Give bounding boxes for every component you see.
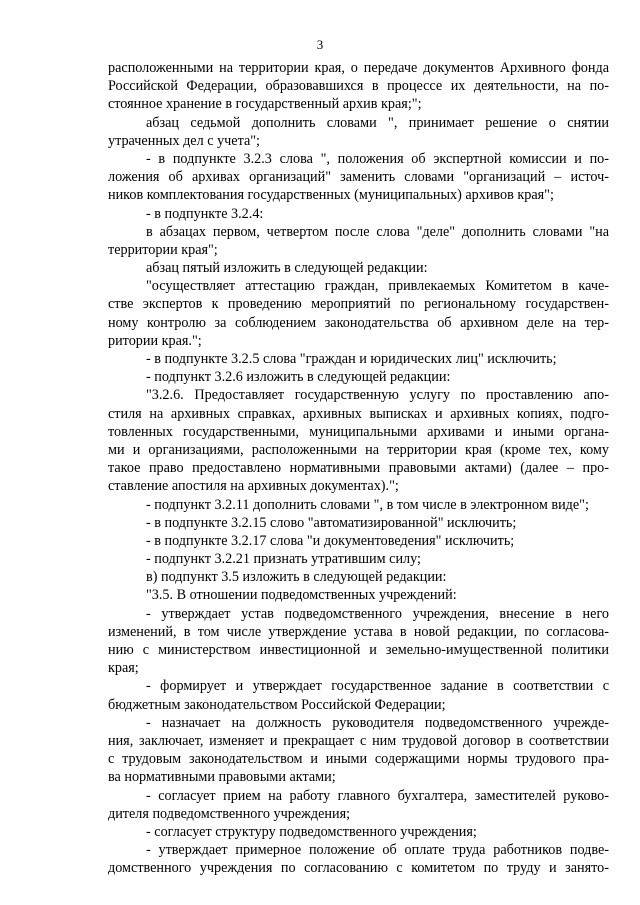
text-line: ному контролю за соблюдением законодательства об архивном деле на тер- <box>108 314 609 331</box>
text-line: - в подпункте 3.2.17 слова "и документоведения" исключить; <box>146 532 515 549</box>
text-line: стве экспертов к проведению мероприятий по региональному государствен- <box>108 296 609 313</box>
text-line: - согласует прием на работу главного бухгалтера, заместителей руково- <box>146 787 609 804</box>
text-line: территории края"; <box>108 241 218 258</box>
text-line: - подпункт 3.2.21 признать утратившим силу; <box>146 551 421 568</box>
text-line: стиля на архивных справках, архивных выписках и архивных копиях, подго- <box>108 405 609 422</box>
text-line: "3.2.6. Предоставляет государственную услугу по проставлению апо- <box>146 387 609 404</box>
text-line: - формирует и утверждает государственное задание в соответствии с <box>146 678 609 695</box>
text-line: изменений, в том числе утверждение устава в новой редакции, по согласова- <box>108 623 609 640</box>
text-line: ва нормативными правовыми актами; <box>108 769 336 786</box>
text-line: ставление апостиля на архивных документах)."; <box>108 478 399 495</box>
text-line: домственного учреждения по согласованию с комитетом по труду и занято- <box>108 860 609 877</box>
text-line: ми и организациями, расположенными на территории края (кроме тех, кому <box>108 441 609 458</box>
text-line: - в подпункте 3.2.5 слова "граждан и юридических лиц" исключить; <box>146 351 557 367</box>
text-line: - назначает на должность руководителя подведомственного учрежде- <box>146 714 609 731</box>
text-line: "3.5. В отношении подведомственных учреждений: <box>146 587 457 604</box>
text-line: - подпункт 3.2.11 дополнить словами ", в том числе в электронном виде"; <box>146 496 589 513</box>
text-line: стоянное хранение в государственный архив края;"; <box>108 96 422 113</box>
text-line: абзац пятый изложить в следующей редакции: <box>146 260 428 277</box>
text-line: нию с министерством инвестиционной и земельно-имущественной политики <box>108 642 609 658</box>
text-line: - согласует структуру подведомственного учреждения; <box>146 823 477 840</box>
text-line: расположенными на территории края, о передаче документов Архивного фонда <box>108 60 609 76</box>
text-line: ложения об архивах организаций" заменить словами "организаций – источ- <box>108 169 609 186</box>
text-line: ния, заключает, изменяет и прекращает с ним трудовой договор в соответствии <box>108 732 609 749</box>
text-line: - в подпункте 3.2.3 слова ", положения об экспертной комиссии и по- <box>146 150 609 167</box>
page-number: 3 <box>316 37 324 52</box>
text-line: в абзацах первом, четвертом после слова "деле" дополнить словами "на <box>146 223 609 240</box>
text-line: такое право предоставлено нормативными правовыми актами) (далее – про- <box>108 460 609 477</box>
text-line: утраченных дел с учета"; <box>108 132 260 149</box>
text-line: бюджетным законодательством Российской Федерации; <box>108 696 446 713</box>
text-line: - подпункт 3.2.6 изложить в следующей редакции: <box>146 369 451 386</box>
text-line: - в подпункте 3.2.15 слово "автоматизированной" исключить; <box>146 514 517 531</box>
text-line: Российской Федерации, образовавшихся в процессе их деятельности, на по- <box>108 78 609 95</box>
text-line: - утверждает устав подведомственного учреждения, внесение в него <box>146 605 609 622</box>
text-line: в) подпункт 3.5 изложить в следующей редакции: <box>146 569 447 586</box>
text-line: "осуществляет аттестацию граждан, привлекаемых Комитетом в каче- <box>146 278 609 295</box>
text-line: абзац седьмой дополнить словами ", принимает решение о снятии <box>146 114 609 131</box>
text-line: - в подпункте 3.2.4: <box>146 205 264 222</box>
text-line: ников комплектования государственных (муниципальных) архивов края"; <box>108 187 554 204</box>
text-line: края; <box>108 660 139 677</box>
body-text <box>108 59 609 877</box>
text-line: дителя подведомственного учреждения; <box>108 805 351 822</box>
text-line: товленных государственными, муниципальными архивами и иными органа- <box>108 423 609 440</box>
text-line: ритории края."; <box>108 332 202 349</box>
text-line: с трудовым законодательством и иными содержащими нормы трудового пра- <box>108 751 609 768</box>
text-line: - утверждает примерное положение об оплате труда работников подве- <box>146 842 609 859</box>
